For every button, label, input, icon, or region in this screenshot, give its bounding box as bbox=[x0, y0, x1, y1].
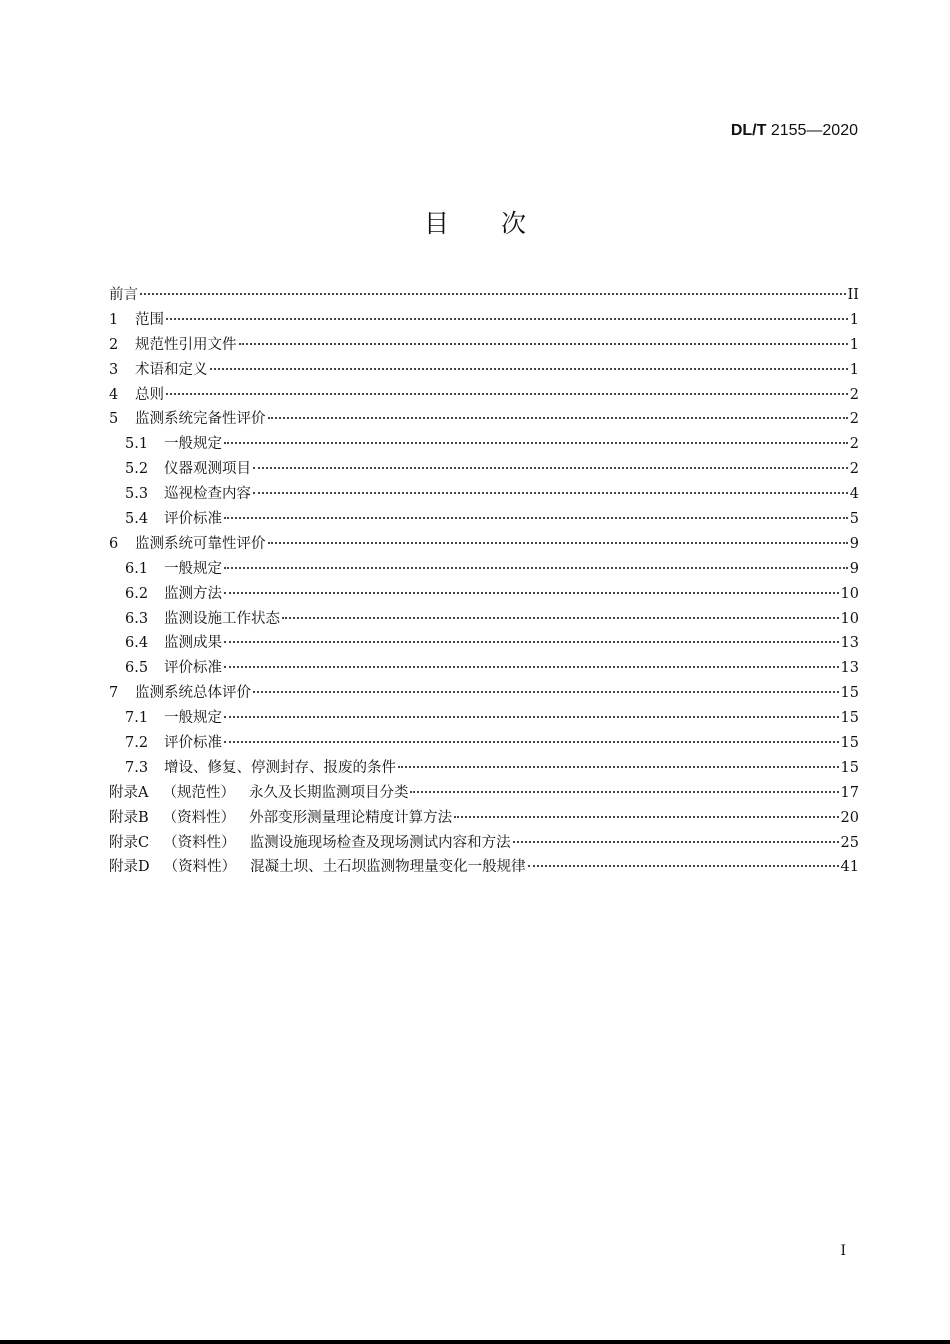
toc-entry[interactable] bbox=[109, 807, 859, 832]
toc-entry-label: 评价标准 bbox=[164, 511, 222, 528]
toc-entry-number: 附录A bbox=[109, 784, 149, 801]
toc-entry-page: 25 bbox=[840, 834, 859, 851]
toc-entry-page: 41 bbox=[840, 859, 859, 876]
toc-entry-page: 2 bbox=[849, 411, 859, 428]
footer-page-number: I bbox=[840, 1243, 846, 1259]
toc-entry[interactable] bbox=[109, 334, 859, 359]
toc-entry-number: 3 bbox=[109, 361, 119, 378]
toc-entry-number: 附录D bbox=[109, 859, 150, 876]
toc-entry-number: 附录C bbox=[109, 834, 150, 851]
bottom-border bbox=[0, 1340, 950, 1344]
toc-entry-number: 5.1 bbox=[125, 436, 149, 453]
toc-entry-label: 增设、修复、停测封存、报废的条件 bbox=[164, 759, 396, 776]
toc-entry-label: 一般规定 bbox=[164, 560, 222, 577]
toc-entry-label: 总则 bbox=[135, 386, 164, 403]
document-code-prefix: DL/T bbox=[730, 122, 767, 139]
toc-dot-leader bbox=[268, 417, 848, 419]
toc-entry-page: 13 bbox=[840, 660, 859, 677]
document-code-number: 2155—2020 bbox=[770, 122, 858, 139]
toc-dot-leader bbox=[224, 517, 848, 519]
toc-dot-leader bbox=[528, 865, 839, 867]
toc-entry-page: 9 bbox=[849, 560, 859, 577]
toc-entry[interactable] bbox=[109, 309, 859, 334]
toc-entry-number: 附录B bbox=[109, 809, 149, 826]
toc-entry-page: 4 bbox=[849, 486, 859, 503]
toc-entry-page: 1 bbox=[849, 336, 859, 353]
toc-entry-number: 1 bbox=[109, 311, 119, 328]
toc-entry-page: 2 bbox=[849, 461, 859, 478]
title-char-2: 次 bbox=[501, 209, 527, 238]
toc-entry-page: 15 bbox=[840, 759, 859, 776]
toc-entry-number: 7.3 bbox=[125, 759, 149, 776]
toc-entry-number: 5.3 bbox=[125, 486, 149, 503]
toc-entry[interactable] bbox=[109, 408, 859, 433]
toc-entry-annex-type: （资料性） bbox=[162, 809, 236, 826]
toc-entry[interactable] bbox=[109, 359, 859, 384]
toc-entry-label: 监测成果 bbox=[164, 635, 222, 652]
toc-entry-label: 评价标准 bbox=[164, 735, 222, 752]
toc-entry-label: 范围 bbox=[135, 311, 164, 328]
toc-entry[interactable] bbox=[109, 657, 859, 682]
toc-entry[interactable] bbox=[109, 732, 859, 757]
toc-entry-label: 监测方法 bbox=[164, 585, 222, 602]
toc-entry-number: 2 bbox=[109, 336, 119, 353]
toc-entry[interactable] bbox=[109, 632, 859, 657]
toc-entry[interactable] bbox=[109, 832, 859, 857]
toc-entry-page: 10 bbox=[840, 585, 859, 602]
toc-entry-page: 17 bbox=[840, 784, 859, 801]
toc-dot-leader bbox=[140, 293, 846, 295]
toc-entry[interactable] bbox=[109, 583, 859, 608]
page-title bbox=[0, 204, 950, 240]
toc-dot-leader bbox=[224, 442, 848, 444]
toc-dot-leader bbox=[224, 567, 848, 569]
toc-dot-leader bbox=[224, 741, 839, 743]
document-code bbox=[731, 122, 858, 140]
toc-entry-label: 混凝土坝、土石坝监测物理量变化一般规律 bbox=[250, 859, 526, 876]
toc-dot-leader bbox=[253, 492, 848, 494]
toc-dot-leader bbox=[224, 716, 839, 718]
toc-entry-label: 巡视检查内容 bbox=[164, 486, 251, 503]
toc-dot-leader bbox=[224, 592, 839, 594]
toc-entry[interactable] bbox=[109, 508, 859, 533]
toc-entry[interactable] bbox=[109, 707, 859, 732]
toc-entry-page: 1 bbox=[849, 311, 859, 328]
toc-dot-leader bbox=[210, 368, 848, 370]
toc-entry-page: 1 bbox=[849, 361, 859, 378]
toc-dot-leader bbox=[282, 617, 839, 619]
toc-entry-number: 6.2 bbox=[125, 585, 149, 602]
toc-entry-page: 10 bbox=[840, 610, 859, 627]
toc-entry-label: 一般规定 bbox=[164, 710, 222, 727]
toc-dot-leader bbox=[224, 641, 839, 643]
toc-entry-number: 6 bbox=[109, 535, 119, 552]
toc-dot-leader bbox=[166, 393, 848, 395]
toc-entry[interactable] bbox=[109, 682, 859, 707]
toc-entry-page: 15 bbox=[840, 735, 859, 752]
toc-entry-number: 6.3 bbox=[125, 610, 149, 627]
toc-entry-page: 9 bbox=[849, 535, 859, 552]
toc-entry-annex-type: （资料性） bbox=[163, 859, 237, 876]
toc-entry[interactable] bbox=[109, 533, 859, 558]
toc-entry[interactable] bbox=[109, 757, 859, 782]
table-of-contents bbox=[109, 284, 859, 881]
toc-dot-leader bbox=[454, 816, 838, 818]
toc-entry-label: 监测系统总体评价 bbox=[135, 685, 251, 702]
toc-entry-number: 6.4 bbox=[125, 635, 149, 652]
toc-entry-page: 5 bbox=[849, 511, 859, 528]
toc-entry-page: 2 bbox=[849, 386, 859, 403]
toc-dot-leader bbox=[239, 343, 848, 345]
toc-entry-number: 7.1 bbox=[125, 710, 149, 727]
toc-entry[interactable] bbox=[109, 458, 859, 483]
toc-entry-number: 4 bbox=[109, 386, 119, 403]
toc-entry[interactable] bbox=[109, 558, 859, 583]
toc-entry[interactable] bbox=[109, 483, 859, 508]
toc-entry-page: 13 bbox=[840, 635, 859, 652]
toc-entry-label: 监测设施工作状态 bbox=[164, 610, 280, 627]
toc-entry-page: 20 bbox=[840, 809, 859, 826]
toc-entry-number: 7 bbox=[109, 685, 119, 702]
toc-entry-number: 7.2 bbox=[125, 735, 149, 752]
toc-entry-label: 前言 bbox=[109, 287, 138, 303]
toc-entry[interactable] bbox=[109, 856, 859, 881]
toc-entry[interactable] bbox=[109, 782, 859, 807]
toc-dot-leader bbox=[224, 666, 839, 668]
toc-dot-leader bbox=[513, 841, 839, 843]
toc-dot-leader bbox=[253, 467, 848, 469]
toc-entry-label: 监测系统可靠性评价 bbox=[135, 535, 266, 552]
title-char-1: 目 bbox=[423, 209, 449, 238]
toc-entry-label: 术语和定义 bbox=[135, 361, 208, 378]
toc-entry-label: 评价标准 bbox=[164, 660, 222, 677]
toc-entry-label: 规范性引用文件 bbox=[135, 336, 237, 353]
toc-dot-leader bbox=[398, 766, 839, 768]
toc-entry-number: 6.1 bbox=[125, 560, 149, 577]
toc-dot-leader bbox=[253, 691, 839, 693]
toc-dot-leader bbox=[410, 791, 838, 793]
toc-entry-number: 5.4 bbox=[125, 511, 149, 528]
toc-dot-leader bbox=[268, 542, 848, 544]
toc-entry-number: 5.2 bbox=[125, 461, 149, 478]
toc-entry-number: 6.5 bbox=[125, 660, 149, 677]
toc-entry-annex-type: （规范性） bbox=[162, 784, 235, 801]
toc-entry-page: 2 bbox=[849, 436, 859, 453]
toc-entry[interactable] bbox=[109, 284, 859, 309]
toc-entry-label: 永久及长期监测项目分类 bbox=[248, 784, 409, 801]
toc-entry-label: 监测系统完备性评价 bbox=[135, 411, 266, 428]
toc-entry-page: 15 bbox=[840, 710, 859, 727]
toc-entry-label: 监测设施现场检查及现场测试内容和方法 bbox=[249, 834, 511, 851]
toc-entry[interactable] bbox=[109, 608, 859, 633]
toc-entry-number: 5 bbox=[109, 411, 119, 428]
toc-entry[interactable] bbox=[109, 433, 859, 458]
toc-entry-page: II bbox=[847, 287, 859, 303]
toc-entry-page: 15 bbox=[840, 685, 859, 702]
toc-entry-label: 外部变形测量理论精度计算方法 bbox=[249, 809, 453, 826]
toc-entry[interactable] bbox=[109, 384, 859, 409]
toc-entry-annex-type: （资料性） bbox=[163, 834, 236, 851]
toc-dot-leader bbox=[166, 318, 848, 320]
toc-entry-label: 一般规定 bbox=[164, 436, 222, 453]
toc-entry-label: 仪器观测项目 bbox=[164, 461, 251, 478]
